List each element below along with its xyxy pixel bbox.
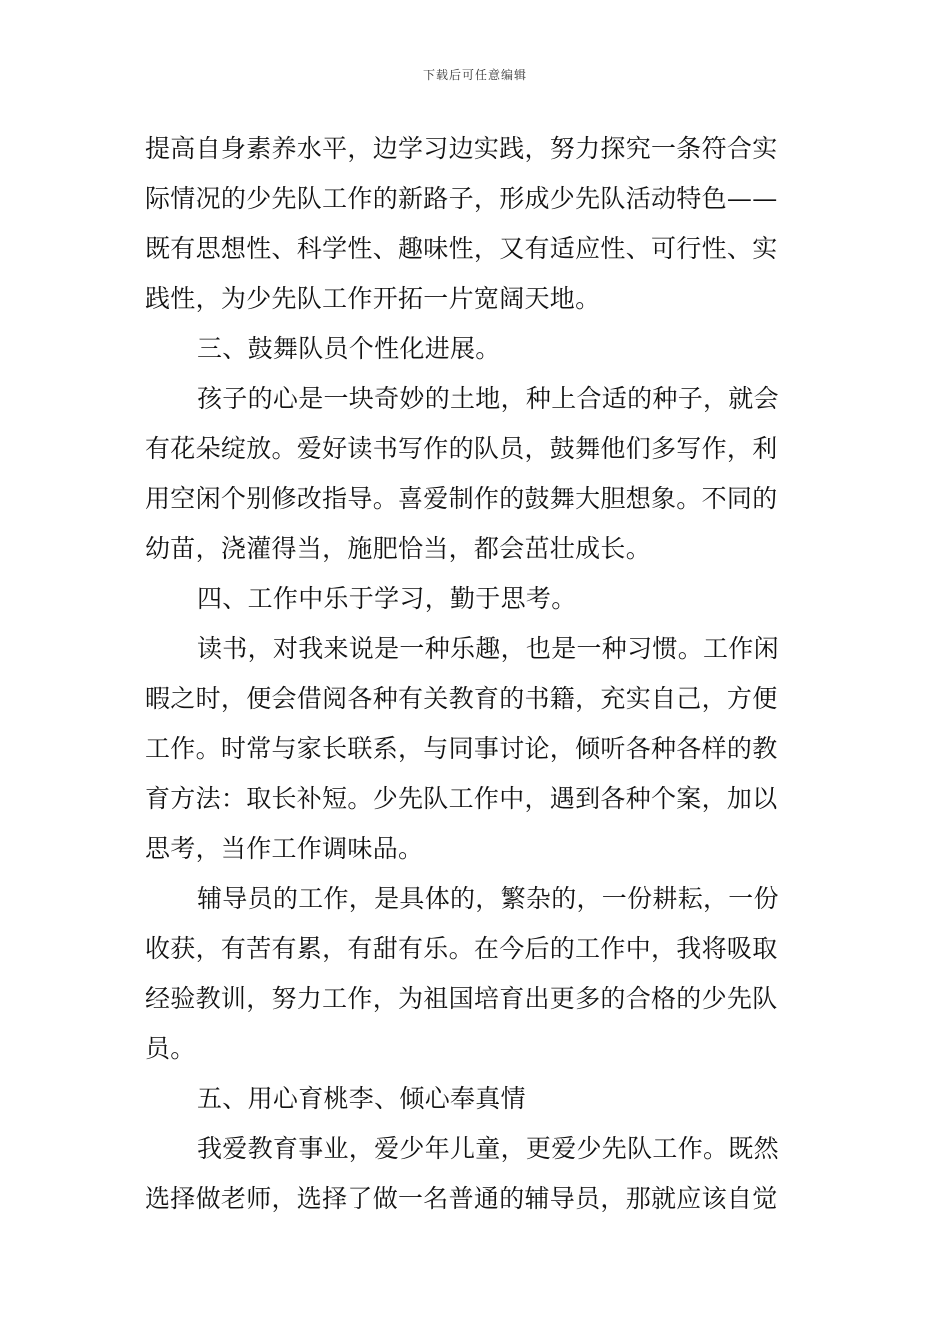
section-heading: 三、鼓舞队员个性化进展。 bbox=[197, 334, 501, 363]
text-line: 员。 bbox=[145, 1034, 196, 1063]
text-line: 经验教训，努力工作，为祖国培育出更多的合格的少先队 bbox=[145, 984, 778, 1013]
paragraph-start: 读书，对我来说是一种乐趣，也是一种习惯。工作闲 bbox=[197, 634, 779, 663]
text-line: 工作。时常与家长联系，与同事讨论，倾听各种各样的教 bbox=[145, 734, 778, 763]
text-line: 收获，有苦有累，有甜有乐。在今后的工作中，我将吸取 bbox=[145, 934, 778, 963]
text-line: 幼苗，浇灌得当，施肥恰当，都会茁壮成长。 bbox=[145, 534, 652, 563]
paragraph-start: 孩子的心是一块奇妙的土地，种上合适的种子，就会 bbox=[197, 384, 779, 413]
body-text bbox=[145, 124, 810, 1224]
header-note: 下载后可任意编辑 bbox=[422, 68, 527, 82]
text-line: 践性，为少先队工作开拓一片宽阔天地。 bbox=[145, 284, 601, 313]
section-heading: 四、工作中乐于学习，勤于思考。 bbox=[197, 584, 577, 613]
text-line: 暇之时，便会借阅各种有关教育的书籍，充实自己，方便 bbox=[145, 684, 778, 713]
text-line: 育方法：取长补短。少先队工作中，遇到各种个案，加以 bbox=[145, 784, 778, 813]
paragraph-start: 辅导员的工作，是具体的，繁杂的，一份耕耘，一份 bbox=[197, 884, 779, 913]
text-line: 既有思想性、科学性、趣味性，又有适应性、可行性、实 bbox=[145, 234, 778, 263]
paragraph-start: 我爱教育事业，爱少年儿童，更爱少先队工作。既然 bbox=[197, 1134, 779, 1163]
text-line: 用空闲个别修改指导。喜爱制作的鼓舞大胆想象。不同的 bbox=[145, 484, 778, 513]
text-line: 际情况的少先队工作的新路子，形成少先队活动特色—— bbox=[145, 184, 778, 213]
text-line: 思考，当作工作调味品。 bbox=[145, 834, 424, 863]
text-line: 选择做老师，选择了做一名普通的辅导员，那就应该自觉 bbox=[145, 1184, 778, 1213]
text-line: 有花朵绽放。爱好读书写作的队员，鼓舞他们多写作，利 bbox=[145, 434, 778, 463]
section-heading: 五、用心育桃李、倾心奉真情 bbox=[197, 1084, 526, 1113]
text-line: 提高自身素养水平，边学习边实践，努力探究一条符合实 bbox=[145, 134, 778, 163]
